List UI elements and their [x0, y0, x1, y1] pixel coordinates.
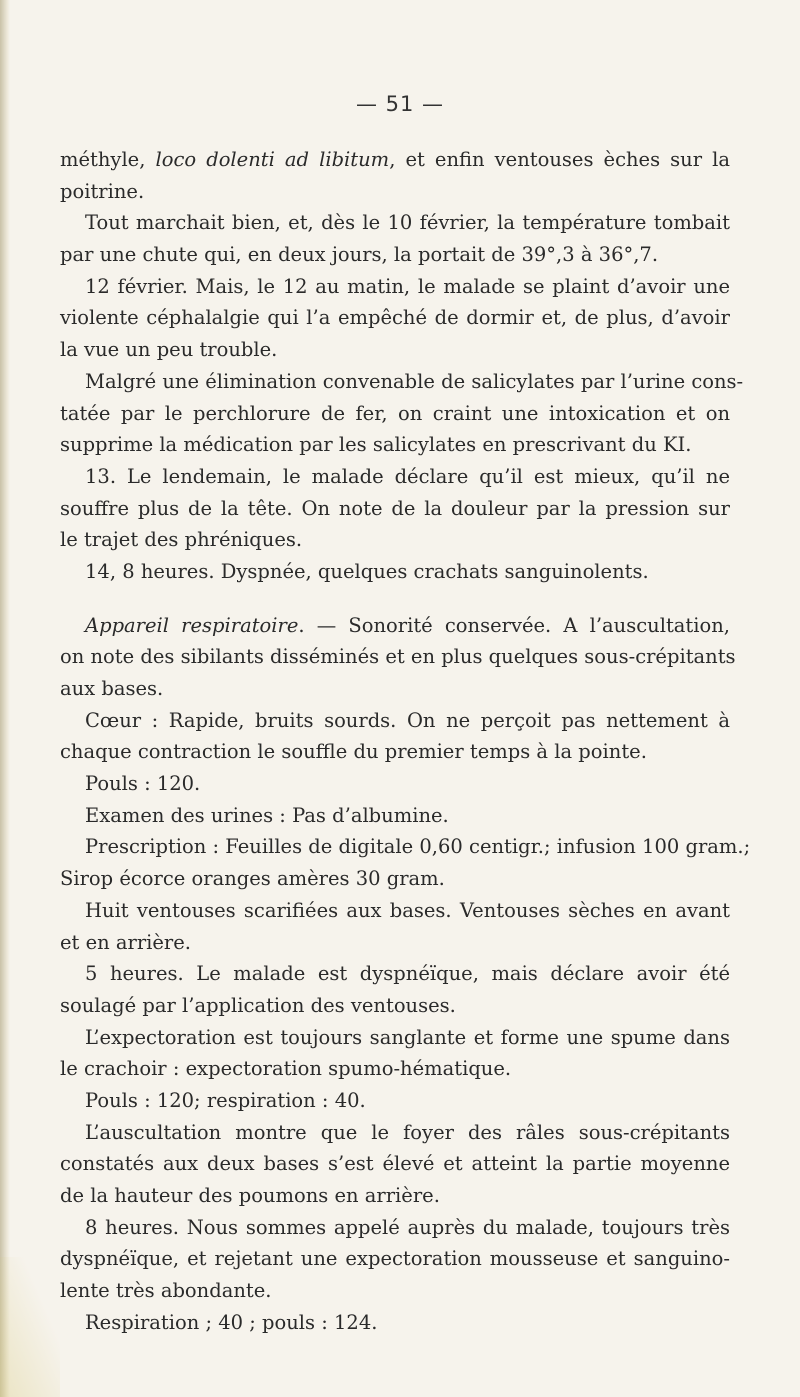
text-line: Prescription : Feuilles de digitale 0,60 centigr.; infusion 100 gram.;	[85, 835, 751, 859]
text-line: violente céphalalgie qui l’a empêché de dormir et, de plus, d’avoir	[60, 306, 730, 330]
text-line: 5 heures. Le malade est dyspnéïque, mais déclare avoir été	[85, 962, 730, 986]
text-line: la vue un peu trouble.	[60, 338, 278, 362]
text-line: Pouls : 120.	[85, 772, 201, 796]
text-line: le trajet des phréniques.	[60, 528, 303, 552]
text-line: le crachoir : expectoration spumo-hématique.	[60, 1057, 512, 1081]
text-line: poitrine.	[60, 179, 145, 203]
text-line: Huit ventouses scarifiées aux bases. Ventouses sèches en avant	[85, 898, 730, 922]
text-line: Tout marchait bien, et, dès le 10 février, la température tombait	[85, 211, 730, 235]
text-line: 12 février. Mais, le 12 au matin, le malade se plaint d’avoir une	[85, 274, 730, 298]
text-line: aux bases.	[60, 677, 164, 700]
text-line: et en arrière.	[60, 930, 191, 954]
page-body	[60, 144, 751, 1338]
text-line: chaque contraction le souffle du premier temps à la pointe.	[60, 740, 647, 764]
text-line: lente très abondante.	[60, 1279, 272, 1303]
text-line: on note des sibilants disséminés et en plus quelques sous-crépitants	[60, 645, 736, 669]
text-line: Appareil respiratoire. — Sonorité conservée. A l’auscultation,	[85, 613, 730, 637]
text-line: Pouls : 120; respiration : 40.	[85, 1088, 366, 1112]
text-line: par une chute qui, en deux jours, la portait de 39°,3 à 36°,7.	[60, 243, 659, 267]
text-line: souffre plus de la tête. On note de la douleur par la pression sur	[60, 496, 730, 520]
text-line: dyspnéïque, et rejetant une expectoration mousseuse et sanguino-	[60, 1247, 730, 1271]
text-line: constatés aux deux bases s’est élevé et atteint la partie moyenne	[60, 1152, 730, 1176]
paper-stain	[0, 1257, 60, 1397]
text-line: Sirop écorce oranges amères 30 gram.	[60, 867, 445, 891]
text-line: 13. Le lendemain, le malade déclare qu’il est mieux, qu’il ne	[85, 464, 730, 488]
text-line: 8 heures. Nous sommes appelé auprès du malade, toujours très	[85, 1215, 730, 1239]
text-line: supprime la médication par les salicylates en prescrivant du KI.	[60, 433, 692, 457]
text-line: Examen des urines : Pas d’albumine.	[85, 803, 449, 827]
text-line: méthyle, loco dolenti ad libitum, et enfin ventouses èches sur la	[60, 148, 730, 171]
text-line: L’auscultation montre que le foyer des râles sous-crépitants	[85, 1120, 730, 1144]
text-line: Malgré une élimination convenable de salicylates par l’urine cons-	[85, 369, 744, 393]
text-line: 14, 8 heures. Dyspnée, quelques crachats sanguinolents.	[85, 559, 649, 583]
page-number: — 51 —	[355, 92, 445, 116]
text-line: de la hauteur des poumons en arrière.	[60, 1184, 440, 1207]
page-edge-shadow	[0, 0, 10, 1397]
text-line: Cœur : Rapide, bruits sourds. On ne perçoit pas nettement à	[85, 708, 730, 732]
text-line: Respiration ; 40 ; pouls : 124.	[85, 1310, 378, 1334]
text-line: L’expectoration est toujours sanglante et forme une spume dans	[85, 1025, 730, 1049]
text-line: soulagé par l’application des ventouses.	[60, 993, 456, 1017]
text-line: tatée par le perchlorure de fer, on craint une intoxication et on	[60, 401, 730, 425]
